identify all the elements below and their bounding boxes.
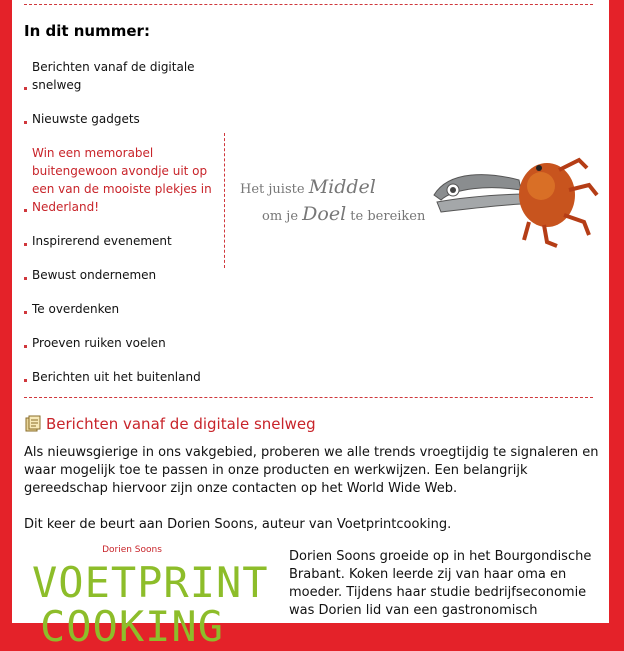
toc-item-label: Nieuwste gadgets [32, 112, 140, 126]
toc-item-win[interactable] [24, 144, 214, 216]
toc-item-label: Bewust ondernemen [32, 268, 157, 282]
book-title-line1: VOETPRINT [32, 558, 269, 607]
slogan-pre: Het juiste [240, 182, 305, 197]
bullet-icon [24, 345, 27, 348]
bullet-icon [24, 277, 27, 280]
toc-item-gadgets[interactable] [24, 110, 214, 128]
bullet-icon [24, 87, 27, 90]
bullet-icon [24, 121, 27, 124]
toc-item-bewust[interactable] [24, 266, 214, 284]
bullet-icon [24, 311, 27, 314]
divider-section [24, 397, 593, 398]
toc-item-buitenland[interactable] [24, 368, 214, 386]
toc-heading: In dit nummer: [24, 22, 150, 40]
toc-item-label: Te overdenken [32, 302, 120, 316]
bullet-icon [24, 379, 27, 382]
bullet-icon [24, 209, 27, 212]
book-title-line2: COOKING [39, 602, 224, 651]
bullet-icon [24, 243, 27, 246]
divider-top [24, 4, 593, 5]
document-icon [24, 415, 42, 433]
slogan-om-je: om je [262, 209, 299, 224]
newsletter-page [12, 0, 609, 651]
crab-nutcracker-icon [429, 150, 599, 250]
toc-item-overdenken[interactable] [24, 300, 214, 318]
section-intro: Als nieuwsgierige in ons vakgebied, proberen we alle trends vroegtijdig te signaleren en waar mogelijk toe te passen in onze producten en werkwijzen. Een belangrijk gereedschap hiervoor zijn onze contacten op het World Wide Web. [24, 445, 599, 496]
section-lead: Dit keer de beurt aan Dorien Soons, auteur van Voetprintcooking. [24, 517, 452, 532]
toc-item-label: Berichten vanaf de digitale snelweg [32, 60, 195, 92]
slogan-post: te bereiken [350, 209, 426, 224]
book-author: Dorien Soons [102, 545, 162, 555]
toc-item-label: Proeven ruiken voelen [32, 336, 166, 350]
toc-item-label: Berichten uit het buitenland [32, 370, 201, 384]
slogan-middel: Middel [308, 176, 376, 198]
slogan-doel: Doel [302, 203, 347, 225]
toc-item-label: Inspirerend evenement [32, 234, 172, 248]
section-title: Berichten vanaf de digitale snelweg [46, 415, 316, 433]
book-cover [32, 545, 269, 651]
divider-vertical [224, 133, 225, 268]
author-bio: Dorien Soons groeide op in het Bourgondische Brabant. Koken leerde zij van haar oma en moeder. Tijdens haar studie bedrijfseconomie was Dorien lid van een gastronomisch [289, 549, 592, 618]
toc-item-proeven[interactable] [24, 334, 214, 352]
toc-item-digital[interactable] [24, 58, 214, 94]
toc-item-label: Win een memorabel buitengewoon avondje uit op een van de mooiste plekjes in Nederland! [32, 146, 212, 214]
toc-item-event[interactable] [24, 232, 214, 250]
